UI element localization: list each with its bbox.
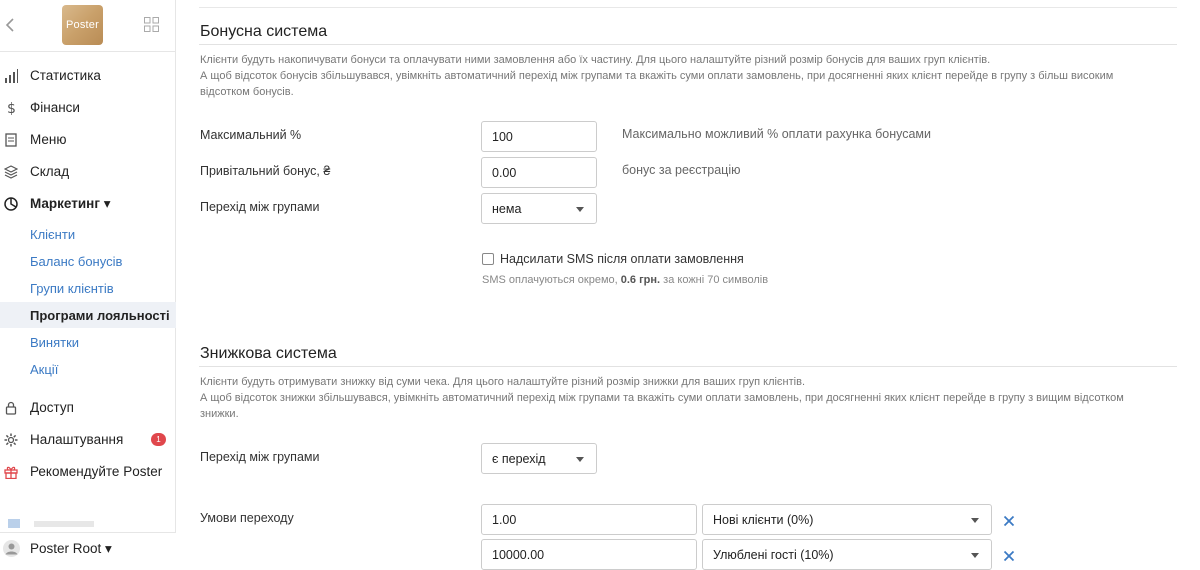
nav-menu-label: Меню — [30, 132, 67, 147]
sidebar — [0, 0, 176, 569]
notification-badge: 1 — [151, 433, 166, 446]
bonus-section-title: Бонусна система — [200, 23, 328, 40]
bonus-transition-select[interactable] — [481, 193, 597, 224]
welcome-bonus-input[interactable]: 0.00 — [481, 157, 597, 188]
nav-settings[interactable] — [0, 428, 176, 452]
discount-transition-select[interactable] — [481, 443, 597, 474]
nav-marketing-label: Маркетинг ▾ — [30, 196, 111, 211]
bonus-description-line: відсотком бонусів. — [200, 86, 294, 98]
sidebar-item-exceptions[interactable] — [0, 329, 176, 355]
condition-amount-input[interactable]: 1.00 — [481, 504, 697, 535]
document-icon — [4, 133, 18, 147]
gear-icon — [4, 433, 18, 447]
nav-menu[interactable] — [0, 128, 176, 152]
nav-access[interactable] — [0, 396, 176, 420]
sidebar-item-client-groups[interactable] — [0, 275, 176, 301]
user-avatar-icon — [3, 540, 20, 557]
dollar-icon — [4, 101, 18, 115]
pie-chart-icon — [4, 197, 18, 211]
chevron-down-icon — [971, 553, 979, 558]
sidebar-item-promotions[interactable] — [0, 356, 176, 382]
discount-transition-value: є перехід — [492, 452, 546, 466]
sidebar-item-bonus-balance-label: Баланс бонусів — [30, 254, 123, 269]
condition-group-value: Улюблені гості (10%) — [713, 548, 834, 562]
main-content — [177, 0, 1200, 569]
nav-marketing[interactable] — [0, 192, 176, 216]
bonus-transition-value: нема — [492, 202, 522, 216]
nav-recommend-label: Рекомендуйте Poster — [30, 464, 163, 479]
bonus-section-rule — [199, 44, 1177, 45]
nav-statistics-label: Статистика — [30, 68, 101, 83]
chevron-down-icon — [576, 457, 584, 462]
bonus-transition-label: Перехід між групами — [200, 200, 320, 214]
sidebar-item-loyalty-programs-label: Програми лояльності — [30, 308, 170, 323]
nav-settings-label: Налаштування — [30, 432, 124, 447]
conditions-label: Умови переходу — [200, 511, 294, 525]
sms-checkbox-label[interactable]: Надсилати SMS після оплати замовлення — [500, 252, 744, 266]
close-icon[interactable] — [1003, 550, 1015, 562]
nav-finance-label: Фінанси — [30, 100, 80, 115]
chevron-left-icon[interactable] — [4, 17, 16, 33]
discount-description-line: Клієнти будуть отримувати знижку від суми чека. Для цього налаштуйте різний розмір знижки для ваших груп клієнтів. — [200, 376, 805, 388]
welcome-bonus-label: Привітальний бонус, ₴ — [200, 164, 331, 178]
max-percent-input[interactable]: 100 — [481, 121, 597, 152]
sidebar-item-client-groups-label: Групи клієнтів — [30, 281, 114, 296]
chevron-down-icon — [971, 518, 979, 523]
sidebar-item-clients-label: Клієнти — [30, 227, 76, 242]
bar-chart-icon — [4, 69, 18, 83]
chevron-down-icon — [576, 207, 584, 212]
nav-statistics[interactable] — [0, 64, 176, 88]
top-divider — [199, 7, 1177, 8]
nav-access-label: Доступ — [30, 400, 74, 415]
poster-logo[interactable]: Poster — [62, 5, 103, 45]
condition-group-select[interactable] — [702, 504, 992, 535]
lock-icon — [4, 401, 18, 415]
bonus-description — [200, 52, 1160, 100]
welcome-bonus-hint: бонус за реєстрацію — [622, 163, 741, 177]
sidebar-item-loyalty-programs[interactable] — [0, 302, 176, 328]
nav-recommend[interactable] — [0, 460, 176, 484]
sms-note-price: 0.6 грн. — [620, 274, 661, 286]
user-menu[interactable] — [0, 532, 176, 569]
condition-group-value: Нові клієнти (0%) — [713, 513, 814, 527]
nav-warehouse-label: Склад — [30, 164, 70, 179]
max-percent-hint: Максимально можливий % оплати рахунка бонусами — [622, 127, 931, 141]
gift-icon — [4, 465, 18, 479]
sidebar-item-clients[interactable] — [0, 221, 176, 247]
layers-icon — [4, 165, 18, 179]
bonus-description-line: А щоб відсоток бонусів збільшувався, увімкніть автоматичний перехід між групами та вкажіть суми оплати замовлень, при досягненні яких клієнт перейде в групу з більш високим — [200, 70, 1114, 82]
user-name: Poster Root ▾ — [30, 541, 112, 556]
sidebar-item-promotions-label: Акції — [30, 362, 59, 377]
nav-finance[interactable] — [0, 96, 176, 120]
faded-menu-item-icon — [8, 517, 168, 531]
sidebar-item-exceptions-label: Винятки — [30, 335, 80, 350]
sidebar-item-bonus-balance[interactable] — [0, 248, 176, 274]
svg-text:$: $ — [7, 101, 16, 115]
condition-amount-input[interactable]: 10000.00 — [481, 539, 697, 570]
close-icon[interactable] — [1003, 515, 1015, 527]
apps-grid-icon[interactable] — [144, 17, 159, 32]
sidebar-header — [0, 0, 175, 52]
discount-description-line: А щоб відсоток знижки збільшувався, увімкніть автоматичний перехід між групами та вкажіть суми оплати замовлень, при досягненні яких клієнт перейде в групу з вищим відсотком — [200, 392, 1124, 404]
max-percent-label: Максимальний % — [200, 128, 302, 142]
sms-note-prefix: SMS оплачуються окремо, — [482, 274, 618, 286]
sms-price-note — [482, 274, 768, 286]
discount-section-title: Знижкова система — [200, 345, 337, 362]
sms-checkbox[interactable] — [482, 253, 494, 265]
discount-transition-label: Перехід між групами — [200, 450, 320, 464]
discount-description-line: знижки. — [200, 408, 239, 420]
nav-warehouse[interactable] — [0, 160, 176, 184]
condition-group-select[interactable] — [702, 539, 992, 570]
discount-description — [200, 374, 1160, 422]
bonus-description-line: Клієнти будуть накопичувати бонуси та оплачувати ними замовлення або їх частину. Для цього налаштуйте різний розмір бонусів для ваших груп клієнтів. — [200, 54, 991, 66]
discount-section-rule — [199, 366, 1177, 367]
sms-note-suffix: за кожні 70 символів — [663, 274, 769, 286]
